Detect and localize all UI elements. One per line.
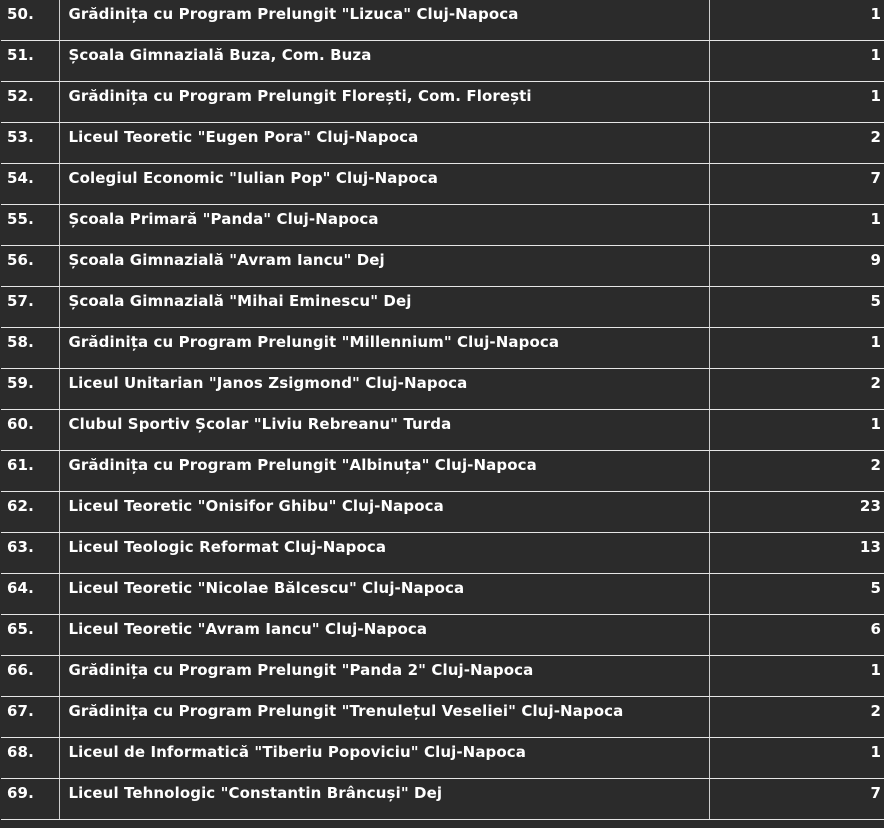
row-number: 52. — [1, 82, 59, 123]
row-number: 64. — [1, 574, 59, 615]
table-row — [1, 0, 884, 41]
row-number: 53. — [1, 123, 59, 164]
row-number: 66. — [1, 656, 59, 697]
row-count: 1 — [709, 738, 884, 779]
table-row — [1, 205, 884, 246]
table-row — [1, 492, 884, 533]
school-name: Liceul Teoretic "Nicolae Bălcescu" Cluj-Napoca — [59, 574, 709, 615]
table-row — [1, 656, 884, 697]
row-number: 65. — [1, 615, 59, 656]
school-name: Liceul Teoretic "Eugen Pora" Cluj-Napoca — [59, 123, 709, 164]
schools-table — [1, 0, 884, 820]
row-count: 7 — [709, 164, 884, 205]
row-number: 50. — [1, 0, 59, 41]
row-number: 54. — [1, 164, 59, 205]
school-name: Grădinița cu Program Prelungit "Albinuța" Cluj-Napoca — [59, 451, 709, 492]
table-row — [1, 410, 884, 451]
row-count: 23 — [709, 492, 884, 533]
table-row — [1, 246, 884, 287]
table-row — [1, 328, 884, 369]
row-count: 1 — [709, 82, 884, 123]
school-name: Grădinița cu Program Prelungit "Millennium" Cluj-Napoca — [59, 328, 709, 369]
row-number: 57. — [1, 287, 59, 328]
school-name: Școala Primară "Panda" Cluj-Napoca — [59, 205, 709, 246]
row-count: 1 — [709, 205, 884, 246]
row-count: 7 — [709, 779, 884, 820]
table-row — [1, 615, 884, 656]
school-name: Liceul Teologic Reformat Cluj-Napoca — [59, 533, 709, 574]
table-row — [1, 123, 884, 164]
row-count: 2 — [709, 369, 884, 410]
table-row — [1, 82, 884, 123]
row-number: 67. — [1, 697, 59, 738]
school-name: Liceul Teoretic "Avram Iancu" Cluj-Napoca — [59, 615, 709, 656]
school-name: Liceul de Informatică "Tiberiu Popoviciu" Cluj-Napoca — [59, 738, 709, 779]
row-number: 58. — [1, 328, 59, 369]
school-name: Grădinița cu Program Prelungit "Lizuca" Cluj-Napoca — [59, 0, 709, 41]
table-row — [1, 164, 884, 205]
school-name: Colegiul Economic "Iulian Pop" Cluj-Napoca — [59, 164, 709, 205]
row-count: 1 — [709, 0, 884, 41]
row-number: 51. — [1, 41, 59, 82]
row-count: 2 — [709, 123, 884, 164]
table-body — [1, 0, 884, 820]
row-number: 55. — [1, 205, 59, 246]
table-row — [1, 574, 884, 615]
row-count: 2 — [709, 451, 884, 492]
row-number: 59. — [1, 369, 59, 410]
table-row — [1, 697, 884, 738]
table-row — [1, 738, 884, 779]
school-name: Liceul Unitarian "Janos Zsigmond" Cluj-Napoca — [59, 369, 709, 410]
school-name: Grădinița cu Program Prelungit "Panda 2" Cluj-Napoca — [59, 656, 709, 697]
row-number: 68. — [1, 738, 59, 779]
row-count: 13 — [709, 533, 884, 574]
table-row — [1, 287, 884, 328]
row-count: 2 — [709, 697, 884, 738]
row-number: 60. — [1, 410, 59, 451]
school-name: Grădinița cu Program Prelungit Florești, Com. Florești — [59, 82, 709, 123]
school-name: Școala Gimnazială "Avram Iancu" Dej — [59, 246, 709, 287]
school-name: Grădinița cu Program Prelungit "Trenulețul Veseliei" Cluj-Napoca — [59, 697, 709, 738]
row-count: 5 — [709, 287, 884, 328]
row-number: 56. — [1, 246, 59, 287]
school-name: Școala Gimnazială Buza, Com. Buza — [59, 41, 709, 82]
row-number: 62. — [1, 492, 59, 533]
row-count: 1 — [709, 328, 884, 369]
row-count: 1 — [709, 656, 884, 697]
row-count: 1 — [709, 410, 884, 451]
school-name: Clubul Sportiv Școlar "Liviu Rebreanu" Turda — [59, 410, 709, 451]
table-row — [1, 533, 884, 574]
row-number: 63. — [1, 533, 59, 574]
row-count: 6 — [709, 615, 884, 656]
school-name: Școala Gimnazială "Mihai Eminescu" Dej — [59, 287, 709, 328]
table-row — [1, 779, 884, 820]
table-row — [1, 369, 884, 410]
table-row — [1, 451, 884, 492]
school-name: Liceul Teoretic "Onisifor Ghibu" Cluj-Napoca — [59, 492, 709, 533]
row-count: 1 — [709, 41, 884, 82]
table-row — [1, 41, 884, 82]
row-number: 69. — [1, 779, 59, 820]
school-name: Liceul Tehnologic "Constantin Brâncuși" Dej — [59, 779, 709, 820]
row-count: 5 — [709, 574, 884, 615]
row-count: 9 — [709, 246, 884, 287]
row-number: 61. — [1, 451, 59, 492]
